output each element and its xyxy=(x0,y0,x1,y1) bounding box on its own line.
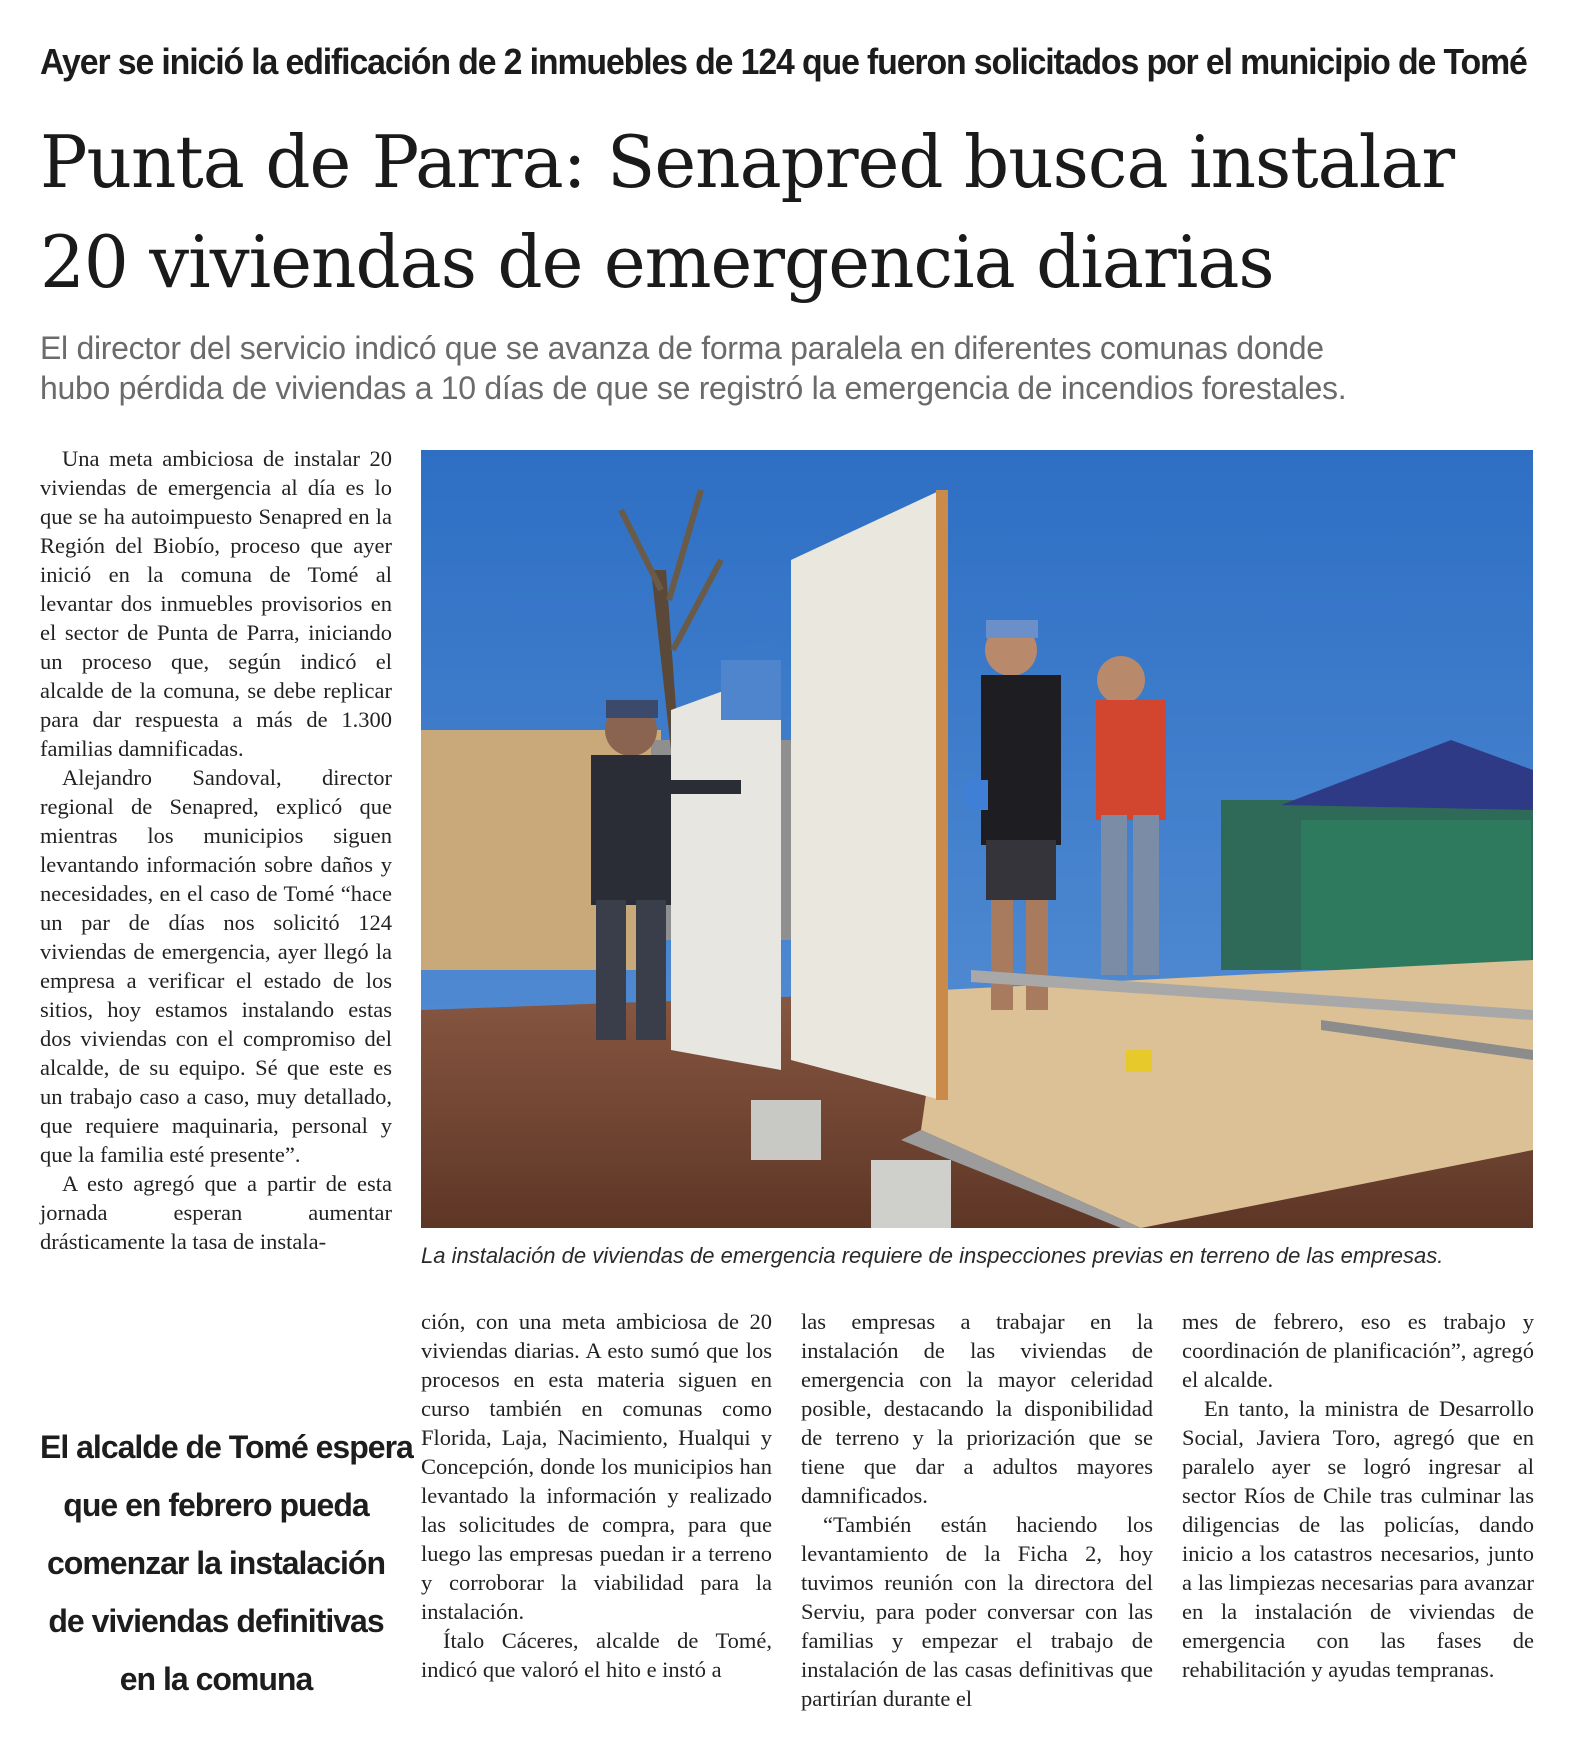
pull-quote-line: en la comuna xyxy=(119,1661,313,1697)
body-paragraph: mes de febrero, eso es trabajo y coordinación de planificación”, agregó el alcalde. xyxy=(1182,1309,1534,1392)
photo-caption: La instalación de viviendas de emergencia requiere de inspecciones previas en terreno de las empresas. xyxy=(421,1243,1444,1268)
article-photo xyxy=(421,450,1533,1228)
article-headline xyxy=(40,112,1540,312)
body-paragraph: En tanto, la ministra de Desarrollo Social, Javiera Toro, agregó que en paralelo ayer se logró ingresar al sector Ríos de Chile tras culminar las diligencias de las policías, dando inicio a los catastros necesarios, junto a las limpiezas necesarias para avanzar en la instalación de viviendas de emergencia con las fases de rehabilitación y ayudas tempranas. xyxy=(1182,1396,1534,1682)
subhead-line-1: El director del servicio indicó que se avanza de forma paralela en diferentes comunas donde xyxy=(40,330,1324,366)
pull-quote-line: que en febrero pueda xyxy=(63,1487,369,1523)
body-paragraph: Una meta ambiciosa de instalar 20 viviendas de emergencia al día es lo que se ha autoimpuesto Senapred en la Región del Biobío, proceso que ayer inició en la comuna de Tomé al levantar dos inmuebles provisorios en el sector de Punta de Parra, iniciando un proceso que, según indicó el alcalde de la comuna, se debe replicar para dar respuesta a más de 1.300 familias damnificadas. xyxy=(40,446,392,761)
body-paragraph: las empresas a trabajar en la instalación de las viviendas de emergencia con la mayor celeridad posible, destacando la disponibilidad de terreno y la priorización que se tiene que dar a adultos mayores damnificados. xyxy=(801,1309,1153,1508)
body-column-3 xyxy=(801,1307,1153,1713)
body-column-1 xyxy=(40,444,392,1256)
pull-quote-line: El alcalde de Tomé espera xyxy=(40,1429,413,1465)
body-paragraph: Ítalo Cáceres, alcalde de Tomé, indicó que valoró el hito e instó a xyxy=(421,1628,772,1682)
pull-quote-line: de viviendas definitivas xyxy=(48,1603,384,1639)
pull-quote xyxy=(40,1418,413,1708)
body-column-2 xyxy=(421,1307,772,1684)
body-column-4 xyxy=(1182,1307,1534,1684)
article-subhead xyxy=(40,328,1540,408)
pull-quote-line: comenzar la instalación xyxy=(46,1545,385,1581)
headline-line-1: Punta de Parra: Senapred busca instalar xyxy=(40,120,1455,204)
headline-line-2: 20 viviendas de emergencia diarias xyxy=(40,220,1274,304)
photo-illustration xyxy=(421,450,1533,1228)
body-paragraph: A esto agregó que a partir de esta jornada esperan aumentar drásticamente la tasa de instala- xyxy=(40,1171,392,1254)
body-paragraph: ción, con una meta ambiciosa de 20 viviendas diarias. A esto sumó que los procesos en esta materia siguen en curso también en comunas como Florida, Laja, Nacimiento, Hualqui y Concepción, donde los municipios han levantado la información y realizado las solicitudes de compra, para que luego las empresas puedan ir a terreno y corroborar la viabilidad para la instalación. xyxy=(421,1309,772,1624)
body-paragraph: “También están haciendo los levantamiento de la Ficha 2, hoy tuvimos reunión con la directora del Serviu, para poder conversar con las familias y empezar el trabajo de instalación de las casas definitivas que partirían durante el xyxy=(801,1512,1153,1711)
subhead-line-2: hubo pérdida de viviendas a 10 días de que se registró la emergencia de incendios forestales. xyxy=(40,370,1347,406)
article-kicker: Ayer se inició la edificación de 2 inmuebles de 124 que fueron solicitados por el municipio de Tomé xyxy=(40,41,1527,82)
body-paragraph: Alejandro Sandoval, director regional de Senapred, explicó que mientras los municipios siguen levantando información sobre daños y necesidades, en el caso de Tomé “hace un par de días nos solicitó 124 viviendas de emergencia, ayer llegó la empresa a verificar el estado de los sitios, hoy estamos instalando estas dos viviendas con el compromiso del alcalde, de su equipo. Sé que este es un trabajo caso a caso, muy detallado, que requiere maquinaria, personal y que la familia esté presente”. xyxy=(40,765,392,1167)
